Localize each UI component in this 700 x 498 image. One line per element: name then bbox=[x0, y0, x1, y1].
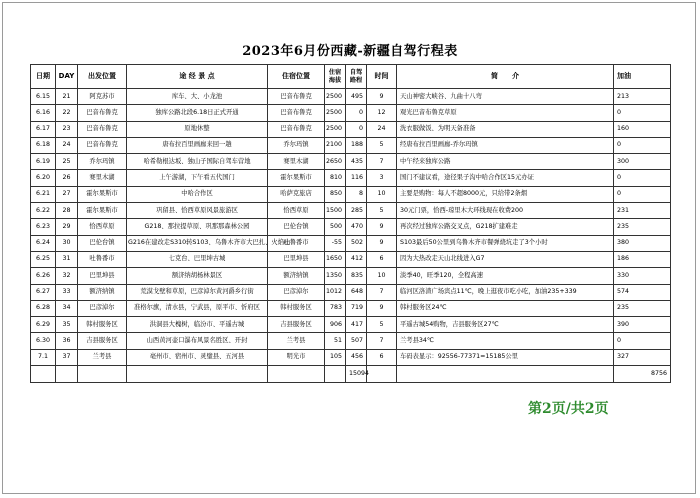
cell-day: 30 bbox=[56, 235, 78, 251]
page-number: 第2页/共2页 bbox=[528, 401, 609, 417]
cell-stay: 巴音布鲁克 bbox=[268, 121, 325, 137]
cell-mileage: 456 bbox=[346, 349, 367, 365]
cell-hours: 3 bbox=[367, 170, 397, 186]
totals-cell bbox=[56, 366, 78, 383]
cell-altitude: 906 bbox=[325, 317, 346, 333]
cell-fuel: 213 bbox=[614, 89, 671, 105]
cell-fuel: 231 bbox=[614, 203, 671, 219]
cell-hours: 6 bbox=[367, 349, 397, 365]
cell-day: 24 bbox=[56, 137, 78, 153]
cell-mileage: 0 bbox=[346, 121, 367, 137]
cell-hours: 24 bbox=[367, 121, 397, 137]
cell-notes: 天山神密大峡谷、九曲十八弯 bbox=[397, 89, 614, 105]
cell-fuel: 390 bbox=[614, 317, 671, 333]
table-row bbox=[31, 284, 671, 300]
cell-date: 6.29 bbox=[31, 317, 56, 333]
cell-stay: 巴里坤县 bbox=[268, 251, 325, 267]
table-row bbox=[31, 137, 671, 153]
cell-altitude: 105 bbox=[325, 349, 346, 365]
cell-date: 7.1 bbox=[31, 349, 56, 365]
cell-notes: 兰考县34℃ bbox=[397, 333, 614, 349]
cell-mileage: 0 bbox=[346, 105, 367, 121]
table-row bbox=[31, 186, 671, 202]
cell-altitude: 1500 bbox=[325, 203, 346, 219]
cell-mileage: 412 bbox=[346, 251, 367, 267]
table-row bbox=[31, 235, 671, 251]
header-hours: 时间 bbox=[367, 65, 397, 89]
cell-altitude: 1012 bbox=[325, 284, 346, 300]
cell-fuel: 235 bbox=[614, 300, 671, 316]
cell-stay: 吐鲁番市 bbox=[268, 235, 325, 251]
cell-altitude: -55 bbox=[325, 235, 346, 251]
table-row bbox=[31, 317, 671, 333]
cell-notes: 因为大热改走天山北线进入G7 bbox=[397, 251, 614, 267]
cell-start: 恰西草原 bbox=[78, 219, 127, 235]
cell-date: 6.18 bbox=[31, 137, 56, 153]
header-start: 出发位置 bbox=[78, 65, 127, 89]
cell-route: 哈希勒根达坂、独山子国际自驾车营地 bbox=[127, 154, 268, 170]
cell-notes: S103最后50公里到乌鲁木齐市餐弹烧坑走了3个小时 bbox=[397, 235, 614, 251]
cell-date: 6.15 bbox=[31, 89, 56, 105]
cell-fuel: 327 bbox=[614, 349, 671, 365]
cell-stay: 哈萨克旅店 bbox=[268, 186, 325, 202]
cell-altitude: 810 bbox=[325, 170, 346, 186]
cell-start: 巴伦台镇 bbox=[78, 235, 127, 251]
cell-start: 巴音布鲁克 bbox=[78, 137, 127, 153]
cell-altitude: 1350 bbox=[325, 268, 346, 284]
cell-route: 独库公路北段6.18日正式开通 bbox=[127, 105, 268, 121]
cell-fuel: 300 bbox=[614, 154, 671, 170]
cell-route: 原地休整 bbox=[127, 121, 268, 137]
table-row bbox=[31, 170, 671, 186]
cell-route: 亳州市、宿州市、灵璧县、五河县 bbox=[127, 349, 268, 365]
table-row bbox=[31, 203, 671, 219]
cell-route: 额济纳胡杨林景区 bbox=[127, 268, 268, 284]
cell-notes: 韩村服务区24℃ bbox=[397, 300, 614, 316]
cell-day: 33 bbox=[56, 284, 78, 300]
cell-fuel: 0 bbox=[614, 137, 671, 153]
cell-stay: 巴音布鲁克 bbox=[268, 105, 325, 121]
cell-hours: 9 bbox=[367, 219, 397, 235]
cell-date: 6.24 bbox=[31, 235, 56, 251]
cell-stay: 明光市 bbox=[268, 349, 325, 365]
cell-stay: 巴音布鲁克 bbox=[268, 89, 325, 105]
totals-cell bbox=[268, 366, 325, 383]
cell-start: 巴音布鲁克 bbox=[78, 121, 127, 137]
total-fuel: 8756 bbox=[614, 366, 671, 383]
table-row bbox=[31, 349, 671, 365]
cell-stay: 赛里木湖 bbox=[268, 154, 325, 170]
cell-route: 库车、大、小龙池 bbox=[127, 89, 268, 105]
document-title: 2023年6月份西藏-新疆自驾行程表 bbox=[242, 44, 458, 59]
cell-hours: 10 bbox=[367, 186, 397, 202]
cell-start: 霍尔果斯市 bbox=[78, 203, 127, 219]
cell-start: 巴音布鲁克 bbox=[78, 105, 127, 121]
cell-fuel: 0 bbox=[614, 105, 671, 121]
cell-route: 唐布拉百里画廊来回一趟 bbox=[127, 137, 268, 153]
total-mileage: 15094 bbox=[346, 366, 367, 383]
cell-stay: 吉县服务区 bbox=[268, 317, 325, 333]
cell-start: 吉县服务区 bbox=[78, 333, 127, 349]
cell-route: G218、那拉提草原、巩那那森林公园 bbox=[127, 219, 268, 235]
cell-notes: 平遥古城54购物，吉县服务区27℃ bbox=[397, 317, 614, 333]
cell-start: 兰考县 bbox=[78, 349, 127, 365]
cell-fuel: 186 bbox=[614, 251, 671, 267]
cell-hours: 5 bbox=[367, 317, 397, 333]
cell-notes: 淡季40，旺季120，全程高速 bbox=[397, 268, 614, 284]
cell-start: 巴彦淖尔 bbox=[78, 300, 127, 316]
cell-hours: 10 bbox=[367, 268, 397, 284]
cell-mileage: 719 bbox=[346, 300, 367, 316]
cell-date: 6.20 bbox=[31, 170, 56, 186]
totals-cell bbox=[325, 366, 346, 383]
cell-day: 22 bbox=[56, 105, 78, 121]
cell-stay: 巴彦淖尔 bbox=[268, 284, 325, 300]
cell-date: 6.16 bbox=[31, 105, 56, 121]
cell-day: 36 bbox=[56, 333, 78, 349]
cell-altitude: 2500 bbox=[325, 121, 346, 137]
cell-mileage: 285 bbox=[346, 203, 367, 219]
totals-row bbox=[31, 366, 671, 383]
cell-mileage: 116 bbox=[346, 170, 367, 186]
cell-altitude: 2500 bbox=[325, 89, 346, 105]
cell-hours: 9 bbox=[367, 300, 397, 316]
cell-start: 韩村服务区 bbox=[78, 317, 127, 333]
cell-stay: 巴伦台镇 bbox=[268, 219, 325, 235]
cell-mileage: 188 bbox=[346, 137, 367, 153]
cell-start: 霍尔果斯市 bbox=[78, 186, 127, 202]
cell-fuel: 330 bbox=[614, 268, 671, 284]
cell-notes: 30元门票，恰西-琼里木大环线现在收费200 bbox=[397, 203, 614, 219]
cell-altitude: 2500 bbox=[325, 105, 346, 121]
cell-hours: 12 bbox=[367, 105, 397, 121]
cell-notes: 临河区洛渣广场宾点11℃，晚上逛夜市吃小吃，加油235+339 bbox=[397, 284, 614, 300]
cell-route: 上午游湖，下午看五代国门 bbox=[127, 170, 268, 186]
cell-route: 七克台、巴里坤古城 bbox=[127, 251, 268, 267]
cell-mileage: 507 bbox=[346, 333, 367, 349]
cell-hours: 7 bbox=[367, 284, 397, 300]
cell-altitude: 2650 bbox=[325, 154, 346, 170]
cell-fuel: 380 bbox=[614, 235, 671, 251]
cell-date: 6.30 bbox=[31, 333, 56, 349]
cell-notes: 国门不建议看，途径果子沟中哈合作区15元办证 bbox=[397, 170, 614, 186]
cell-date: 6.25 bbox=[31, 251, 56, 267]
cell-day: 25 bbox=[56, 154, 78, 170]
cell-day: 23 bbox=[56, 121, 78, 137]
cell-fuel: 574 bbox=[614, 284, 671, 300]
cell-hours: 7 bbox=[367, 333, 397, 349]
cell-day: 27 bbox=[56, 186, 78, 202]
cell-stay: 霍尔果斯市 bbox=[268, 170, 325, 186]
cell-route: 准格尔旗，清水县，宁武县，原平市、忻府区 bbox=[127, 300, 268, 316]
cell-route: 中哈合作区 bbox=[127, 186, 268, 202]
cell-altitude: 2100 bbox=[325, 137, 346, 153]
table-row bbox=[31, 105, 671, 121]
cell-day: 29 bbox=[56, 219, 78, 235]
cell-notes: 经唐布拉百里画廊-乔尔玛镇 bbox=[397, 137, 614, 153]
cell-stay: 兰考县 bbox=[268, 333, 325, 349]
table-row bbox=[31, 121, 671, 137]
cell-start: 赛里木湖 bbox=[78, 170, 127, 186]
header-route: 途 经 景 点 bbox=[127, 65, 268, 89]
header-notes: 简 介 bbox=[397, 65, 614, 89]
cell-mileage: 502 bbox=[346, 235, 367, 251]
table-row bbox=[31, 300, 671, 316]
cell-notes: 中午经来独库公路 bbox=[397, 154, 614, 170]
totals-cell bbox=[367, 366, 397, 383]
table-row bbox=[31, 219, 671, 235]
cell-day: 28 bbox=[56, 203, 78, 219]
cell-mileage: 495 bbox=[346, 89, 367, 105]
header-date: 日期 bbox=[31, 65, 56, 89]
cell-date: 6.17 bbox=[31, 121, 56, 137]
cell-hours: 5 bbox=[367, 137, 397, 153]
cell-notes: 再次经过独库公路交叉点，G218扩建难走 bbox=[397, 219, 614, 235]
cell-start: 额济纳镇 bbox=[78, 284, 127, 300]
cell-date: 6.21 bbox=[31, 186, 56, 202]
cell-day: 37 bbox=[56, 349, 78, 365]
cell-date: 6.27 bbox=[31, 284, 56, 300]
totals-cell bbox=[127, 366, 268, 383]
cell-date: 6.22 bbox=[31, 203, 56, 219]
table-row bbox=[31, 154, 671, 170]
cell-fuel: 0 bbox=[614, 186, 671, 202]
totals-cell bbox=[397, 366, 614, 383]
table-row bbox=[31, 251, 671, 267]
cell-mileage: 835 bbox=[346, 268, 367, 284]
table-row bbox=[31, 268, 671, 284]
cell-notes: 主要是购物：每人不超8000元，只给带2条烟 bbox=[397, 186, 614, 202]
cell-notes: 车码表显示：92556-77371=15185公里 bbox=[397, 349, 614, 365]
cell-altitude: 1650 bbox=[325, 251, 346, 267]
cell-stay: 恰西草原 bbox=[268, 203, 325, 219]
cell-date: 6.23 bbox=[31, 219, 56, 235]
cell-date: 6.28 bbox=[31, 300, 56, 316]
cell-altitude: 783 bbox=[325, 300, 346, 316]
cell-fuel: 0 bbox=[614, 333, 671, 349]
table-row bbox=[31, 333, 671, 349]
cell-altitude: 850 bbox=[325, 186, 346, 202]
cell-route: G216在建改走S310转S103、乌鲁木齐市大巴扎、火焰山 bbox=[127, 235, 268, 251]
cell-route: 洪洞县大槐树，临汾市、平遥古城 bbox=[127, 317, 268, 333]
cell-fuel: 235 bbox=[614, 219, 671, 235]
cell-mileage: 648 bbox=[346, 284, 367, 300]
totals-cell bbox=[78, 366, 127, 383]
totals-cell bbox=[31, 366, 56, 383]
cell-date: 6.19 bbox=[31, 154, 56, 170]
cell-date: 6.26 bbox=[31, 268, 56, 284]
cell-hours: 5 bbox=[367, 203, 397, 219]
cell-start: 乔尔玛镇 bbox=[78, 154, 127, 170]
cell-notes: 洗衣服做饭、为明天备准备 bbox=[397, 121, 614, 137]
header-fuel: 加油 bbox=[614, 65, 671, 89]
cell-stay: 乔尔玛镇 bbox=[268, 137, 325, 153]
cell-route: 荒漠戈壁和草原，巴彦淖尔黄河爵乡行街 bbox=[127, 284, 268, 300]
cell-altitude: 500 bbox=[325, 219, 346, 235]
cell-hours: 7 bbox=[367, 154, 397, 170]
cell-day: 34 bbox=[56, 300, 78, 316]
cell-start: 阿克苏市 bbox=[78, 89, 127, 105]
cell-day: 35 bbox=[56, 317, 78, 333]
cell-mileage: 8 bbox=[346, 186, 367, 202]
cell-fuel: 0 bbox=[614, 170, 671, 186]
cell-route: 山西黄河壶口瀑布风景名胜区、开封 bbox=[127, 333, 268, 349]
cell-hours: 6 bbox=[367, 251, 397, 267]
cell-start: 巴里坤县 bbox=[78, 268, 127, 284]
header-mileage: 自驾路程 bbox=[346, 65, 367, 89]
cell-notes: 观光巴音布鲁克草原 bbox=[397, 105, 614, 121]
cell-mileage: 470 bbox=[346, 219, 367, 235]
cell-hours: 9 bbox=[367, 235, 397, 251]
itinerary-table bbox=[30, 64, 671, 383]
cell-mileage: 417 bbox=[346, 317, 367, 333]
cell-stay: 韩村服务区 bbox=[268, 300, 325, 316]
cell-mileage: 435 bbox=[346, 154, 367, 170]
cell-hours: 9 bbox=[367, 89, 397, 105]
table-body bbox=[31, 89, 671, 383]
cell-route: 巩留县、恰西草原风景旅游区 bbox=[127, 203, 268, 219]
cell-start: 吐鲁番市 bbox=[78, 251, 127, 267]
cell-altitude: 51 bbox=[325, 333, 346, 349]
table-row bbox=[31, 89, 671, 105]
table-header-row bbox=[31, 65, 671, 89]
header-altitude: 住宿海拔 bbox=[325, 65, 346, 89]
cell-day: 21 bbox=[56, 89, 78, 105]
cell-day: 32 bbox=[56, 268, 78, 284]
cell-stay: 额济纳镇 bbox=[268, 268, 325, 284]
cell-day: 31 bbox=[56, 251, 78, 267]
cell-fuel: 160 bbox=[614, 121, 671, 137]
header-day: DAY bbox=[56, 65, 78, 89]
cell-day: 26 bbox=[56, 170, 78, 186]
header-stay: 住宿位置 bbox=[268, 65, 325, 89]
